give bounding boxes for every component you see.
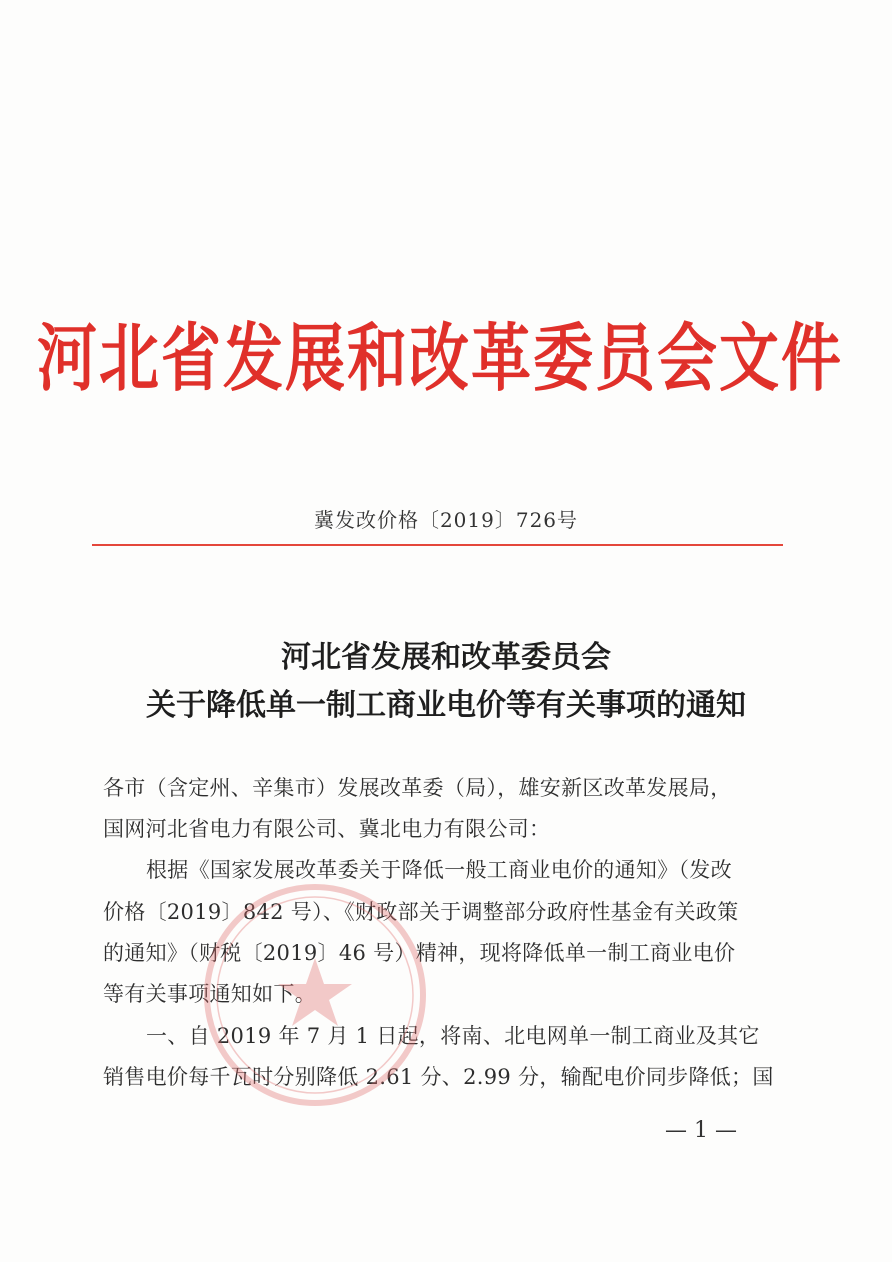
body-line-paragraph-2: 价格〔2019〕842 号）、《财政部关于调整部分政府性基金有关政策 — [103, 900, 739, 924]
document-banner-title: 河北省发展和改革委员会文件 — [37, 316, 843, 402]
body-line-item-1-a: 一、自 2019 年 7 月 1 日起，将南、北电网单一制工商业及其它 — [146, 1024, 760, 1048]
red-divider-line — [92, 544, 783, 546]
body-line-addressee-2: 国网河北省电力有限公司、冀北电力有限公司： — [103, 817, 551, 841]
notice-title-line-1: 河北省发展和改革委员会 — [281, 640, 611, 675]
page-number: — 1 — — [665, 1118, 737, 1143]
body-line-paragraph-4: 等有关事项通知如下。 — [103, 982, 316, 1006]
body-line-paragraph-3: 的通知》（财税〔2019〕46 号）精神，现将降低单一制工商业电价 — [103, 941, 736, 965]
document-number: 冀发改价格〔2019〕726号 — [313, 508, 579, 532]
body-line-item-1-b: 销售电价每千瓦时分别降低 2.61 分、2.99 分，输配电价同步降低；国 — [103, 1065, 774, 1089]
body-line-addressee-1: 各市（含定州、辛集市）发展改革委（局），雄安新区改革发展局， — [103, 776, 732, 800]
notice-title-line-2: 关于降低单一制工商业电价等有关事项的通知 — [146, 688, 746, 723]
body-line-paragraph-1: 根据《国家发展改革委关于降低一般工商业电价的通知》（发改 — [146, 858, 732, 882]
